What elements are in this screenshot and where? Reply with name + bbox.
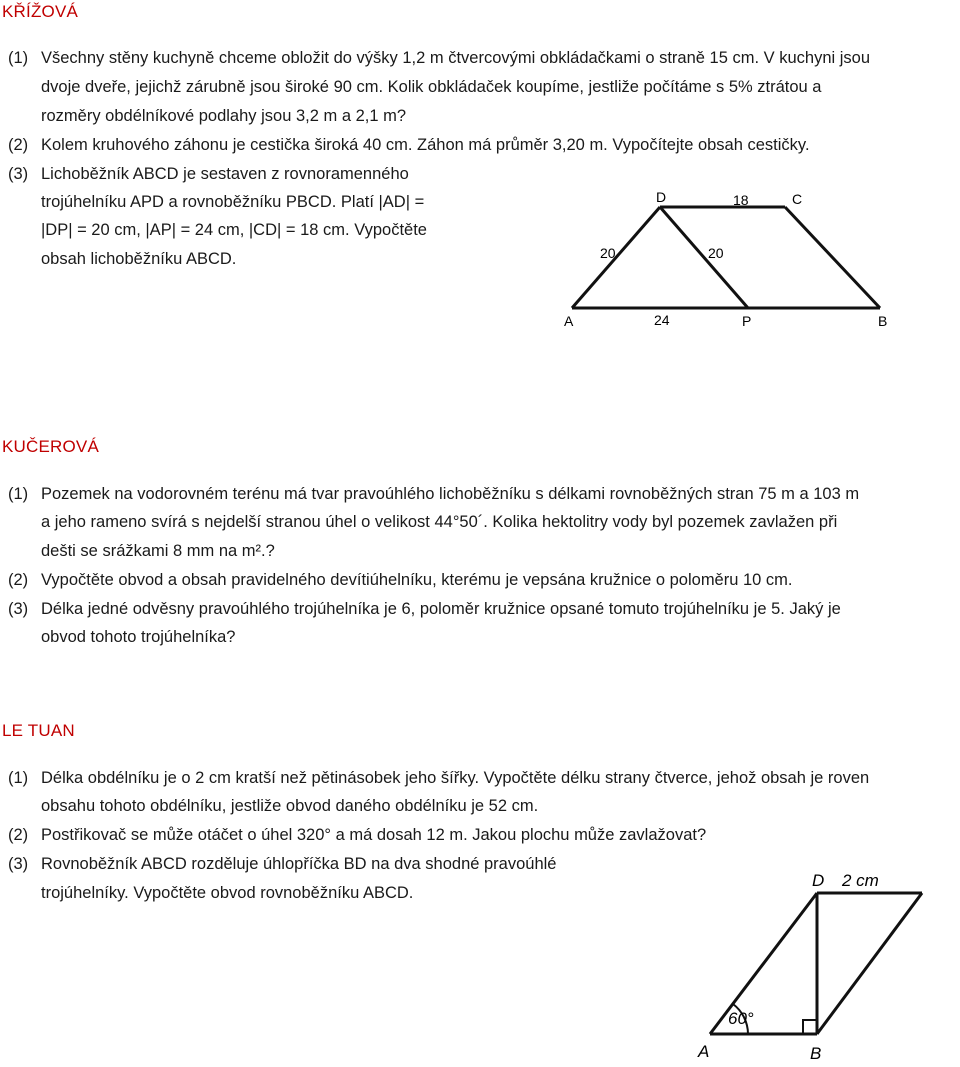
parallelogram-figure [690, 862, 960, 1067]
problem-line: obvod tohoto trojúhelníka? [41, 628, 236, 646]
label-a: A [698, 1042, 710, 1061]
problem-line: obsahu tohoto obdélníku, jestliže obvod daného obdélníku je 52 cm. [41, 797, 539, 815]
problem-line: Délka obdélníku je o 2 cm kratší než pětinásobek jeho šířky. Vypočtěte délku strany čtverce, jehož obsah je roven [41, 769, 870, 787]
label-d: D [812, 871, 825, 890]
problem-line: Postřikovač se může otáčet o úhel 320° a má dosah 12 m. Jakou plochu může zavlažovat? [41, 826, 707, 844]
problem-number: (2) [8, 136, 29, 154]
problem-line: Pozemek na vodorovném terénu má tvar pravoúhlého lichoběžníku s délkami rovnoběžných stran 75 m a 103 m [41, 485, 860, 503]
label-top-length: 18 [733, 192, 749, 208]
problem-number: (3) [8, 165, 29, 183]
label-c: C [792, 191, 803, 207]
problem-line: Vypočtěte obvod a obsah pravidelného devítiúhelníku, kterému je vepsána kružnice o poloměru 10 cm. [41, 571, 793, 589]
problem-number: (3) [8, 855, 29, 873]
segment-ad [710, 893, 817, 1034]
problem-number: (1) [8, 49, 29, 67]
right-angle-mark [803, 1020, 817, 1034]
label-p: P [742, 313, 752, 329]
problem-number: (1) [8, 769, 29, 787]
problem-line: Kolem kruhového záhonu je cestička široká 40 cm. Záhon má průměr 3,20 m. Vypočítejte obsah cestičky. [41, 136, 810, 154]
problem-line: Délka jedné odvěsny pravoúhlého trojúhelníka je 6, poloměr kružnice opsané tomuto trojúhelníku je 5. Jaký je [41, 600, 841, 618]
label-mid-length: 20 [708, 245, 724, 261]
section-title-kucerova: KUČEROVÁ [2, 437, 100, 456]
section-title-krizova: KŘÍŽOVÁ [2, 2, 79, 21]
label-bottom-length: 24 [654, 312, 670, 328]
segment-cb [785, 207, 880, 308]
problem-line: a jeho rameno svírá s nejdelší stranou úhel o velikost 44°50´. Kolika hektolitry vody byl pozemek zavlažen při [41, 513, 838, 531]
label-left-length: 20 [600, 245, 616, 261]
label-a: A [564, 313, 574, 329]
segment-cb [817, 893, 922, 1034]
problem-number: (1) [8, 485, 29, 503]
problem-line: rozměry obdélníkové podlahy jsou 3,2 m a 2,1 m? [41, 107, 407, 125]
problem-line: |DP| = 20 cm, |AP| = 24 cm, |CD| = 18 cm. Vypočtěte [41, 221, 427, 239]
label-b: B [810, 1044, 822, 1063]
trapezoid-figure [560, 188, 900, 334]
problem-line: dešti se srážkami 8 mm na m².? [41, 542, 275, 560]
label-d: D [656, 189, 667, 205]
section-title-le-tuan: LE TUAN [2, 721, 75, 740]
problem-line: Lichoběžník ABCD je sestaven z rovnoramenného [41, 165, 409, 183]
problem-number: (3) [8, 600, 29, 618]
problem-line: Všechny stěny kuchyně chceme obložit do výšky 1,2 m čtvercovými obkládačkami o straně 15 cm. V kuchyni jsou [41, 49, 871, 67]
label-top-length: 2 cm [842, 871, 879, 890]
problem-line: trojúhelníky. Vypočtěte obvod rovnoběžníku ABCD. [41, 884, 414, 902]
label-b: B [878, 313, 888, 329]
problem-line: obsah lichoběžníku ABCD. [41, 250, 237, 268]
problem-number: (2) [8, 826, 29, 844]
problem-line: Rovnoběžník ABCD rozděluje úhlopříčka BD na dva shodné pravoúhlé [41, 855, 557, 873]
problem-line: dvoje dveře, jejichž zárubně jsou široké 90 cm. Kolik obkládaček koupíme, jestliže počítáme s 5% ztrátou a [41, 78, 822, 96]
problem-line: trojúhelníku APD a rovnoběžníku PBCD. Platí |AD| = [41, 193, 425, 211]
segment-ad [572, 207, 660, 308]
segment-dp [660, 207, 748, 308]
label-angle: 60° [728, 1009, 754, 1028]
problem-number: (2) [8, 571, 29, 589]
